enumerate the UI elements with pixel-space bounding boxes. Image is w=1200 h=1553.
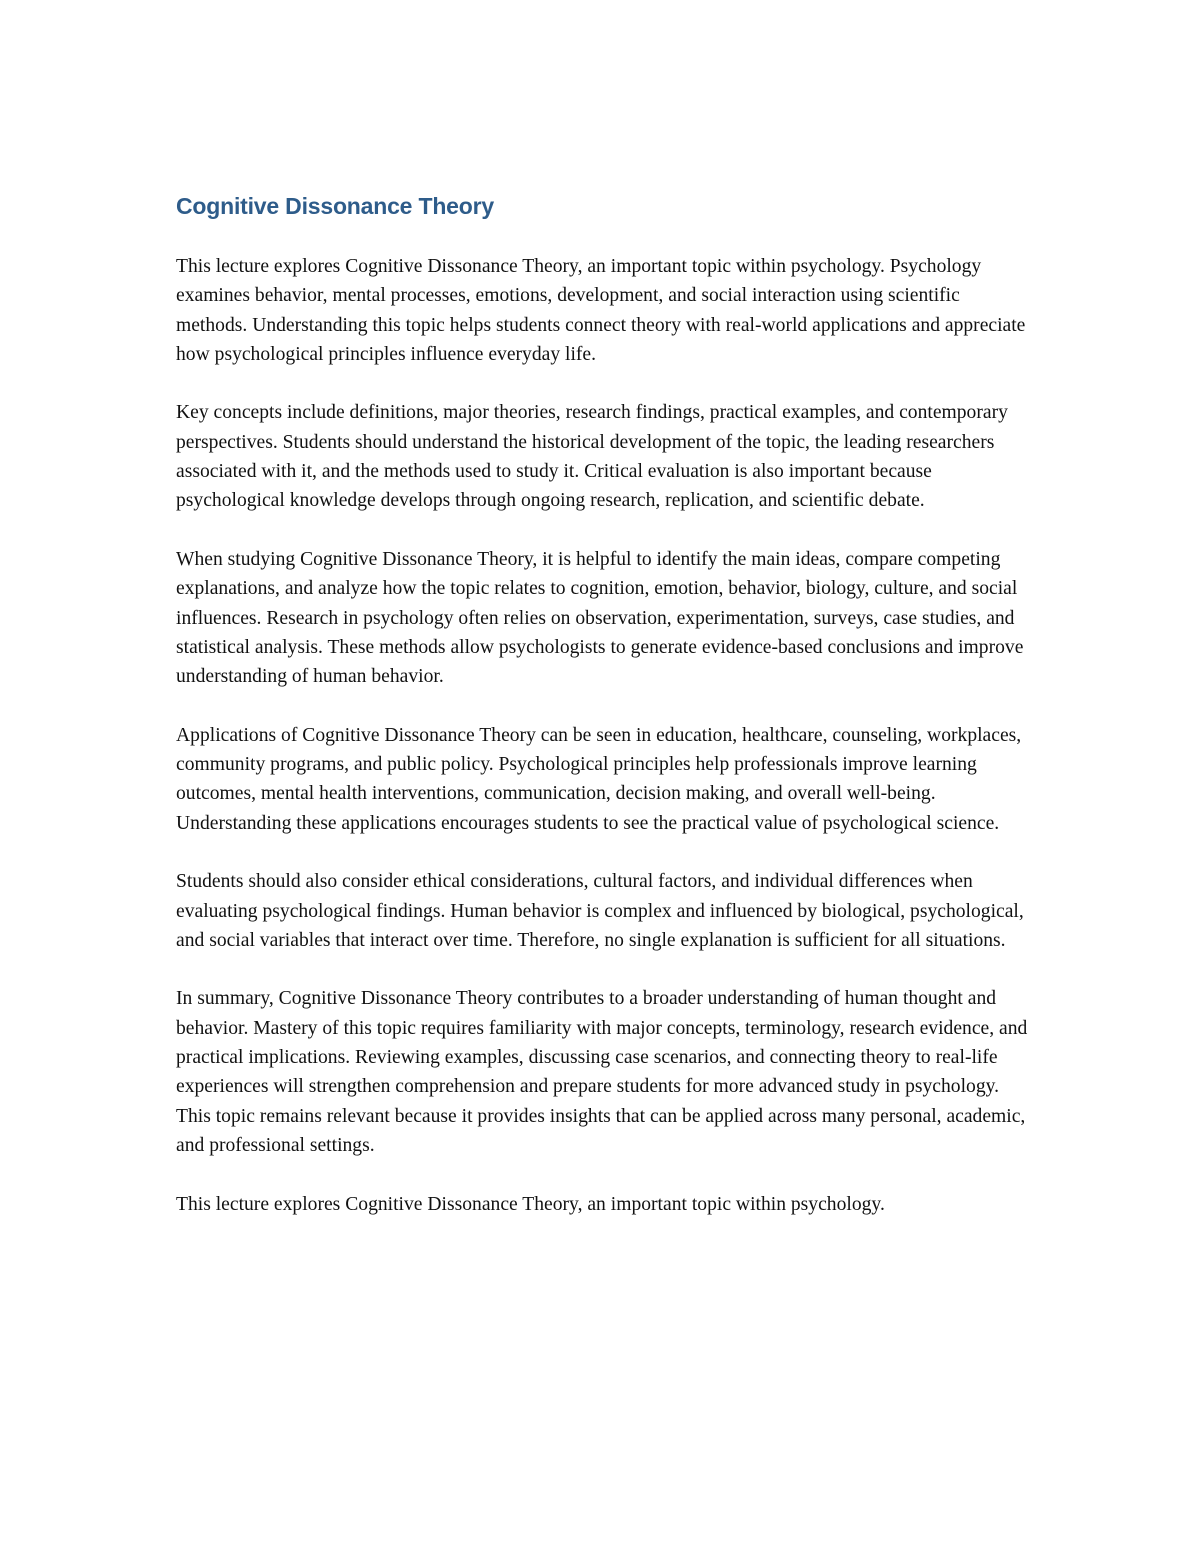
document-body xyxy=(176,190,1036,1248)
paragraph-studying-topic: When studying Cognitive Dissonance Theory, it is helpful to identify the main ideas, compare competing explanations, and analyze how the topic relates to cognition, emotion, behavior, biology, culture, and social influences. Research in psychology often relies on observation, experimentation, surveys, case studies, and statistical analysis. These methods allow psychologists to generate evidence-based conclusions and improve understanding of human behavior. xyxy=(176,548,1024,688)
paragraph-repeat-intro: This lecture explores Cognitive Dissonance Theory, an important topic within psychology. xyxy=(176,1193,885,1215)
paragraph-applications: Applications of Cognitive Dissonance Theory can be seen in education, healthcare, counseling, workplaces, community programs, and public policy. Psychological principles help professionals improve learning outcomes, mental health interventions, communication, decision making, and overall well-being. Understanding these applications encourages students to see the practical value of psychological science. xyxy=(176,724,1022,834)
document-title: Cognitive Dissonance Theory xyxy=(176,193,494,219)
paragraph-key-concepts: Key concepts include definitions, major theories, research findings, practical examples, and contemporary perspectives. Students should understand the historical development of the topic, the leading researchers associated with it, and the methods used to study it. Critical evaluation is also important because psychological knowledge develops through ongoing research, replication, and scientific debate. xyxy=(176,402,1008,512)
paragraph-summary: In summary, Cognitive Dissonance Theory contributes to a broader understanding of human thought and behavior. Mastery of this topic requires familiarity with major concepts, terminology, research evidence, and practical implications. Reviewing examples, discussing case scenarios, and connecting theory to real-life experiences will strengthen comprehension and prepare students for more advanced study in psychology. This topic remains relevant because it provides insights that can be applied across many personal, academic, and professional settings. xyxy=(176,988,1028,1156)
paragraph-introduction: This lecture explores Cognitive Dissonance Theory, an important topic within psychology. Psychology examines behavior, mental processes, emotions, development, and social interaction using scientific methods. Understanding this topic helps students connect theory with real-world applications and appreciate how psychological principles influence everyday life. xyxy=(176,256,1026,365)
paragraph-ethics: Students should also consider ethical considerations, cultural factors, and individual differences when evaluating psychological findings. Human behavior is complex and influenced by biological, psychological, and social variables that interact over time. Therefore, no single explanation is sufficient for all situations. xyxy=(176,871,1024,951)
